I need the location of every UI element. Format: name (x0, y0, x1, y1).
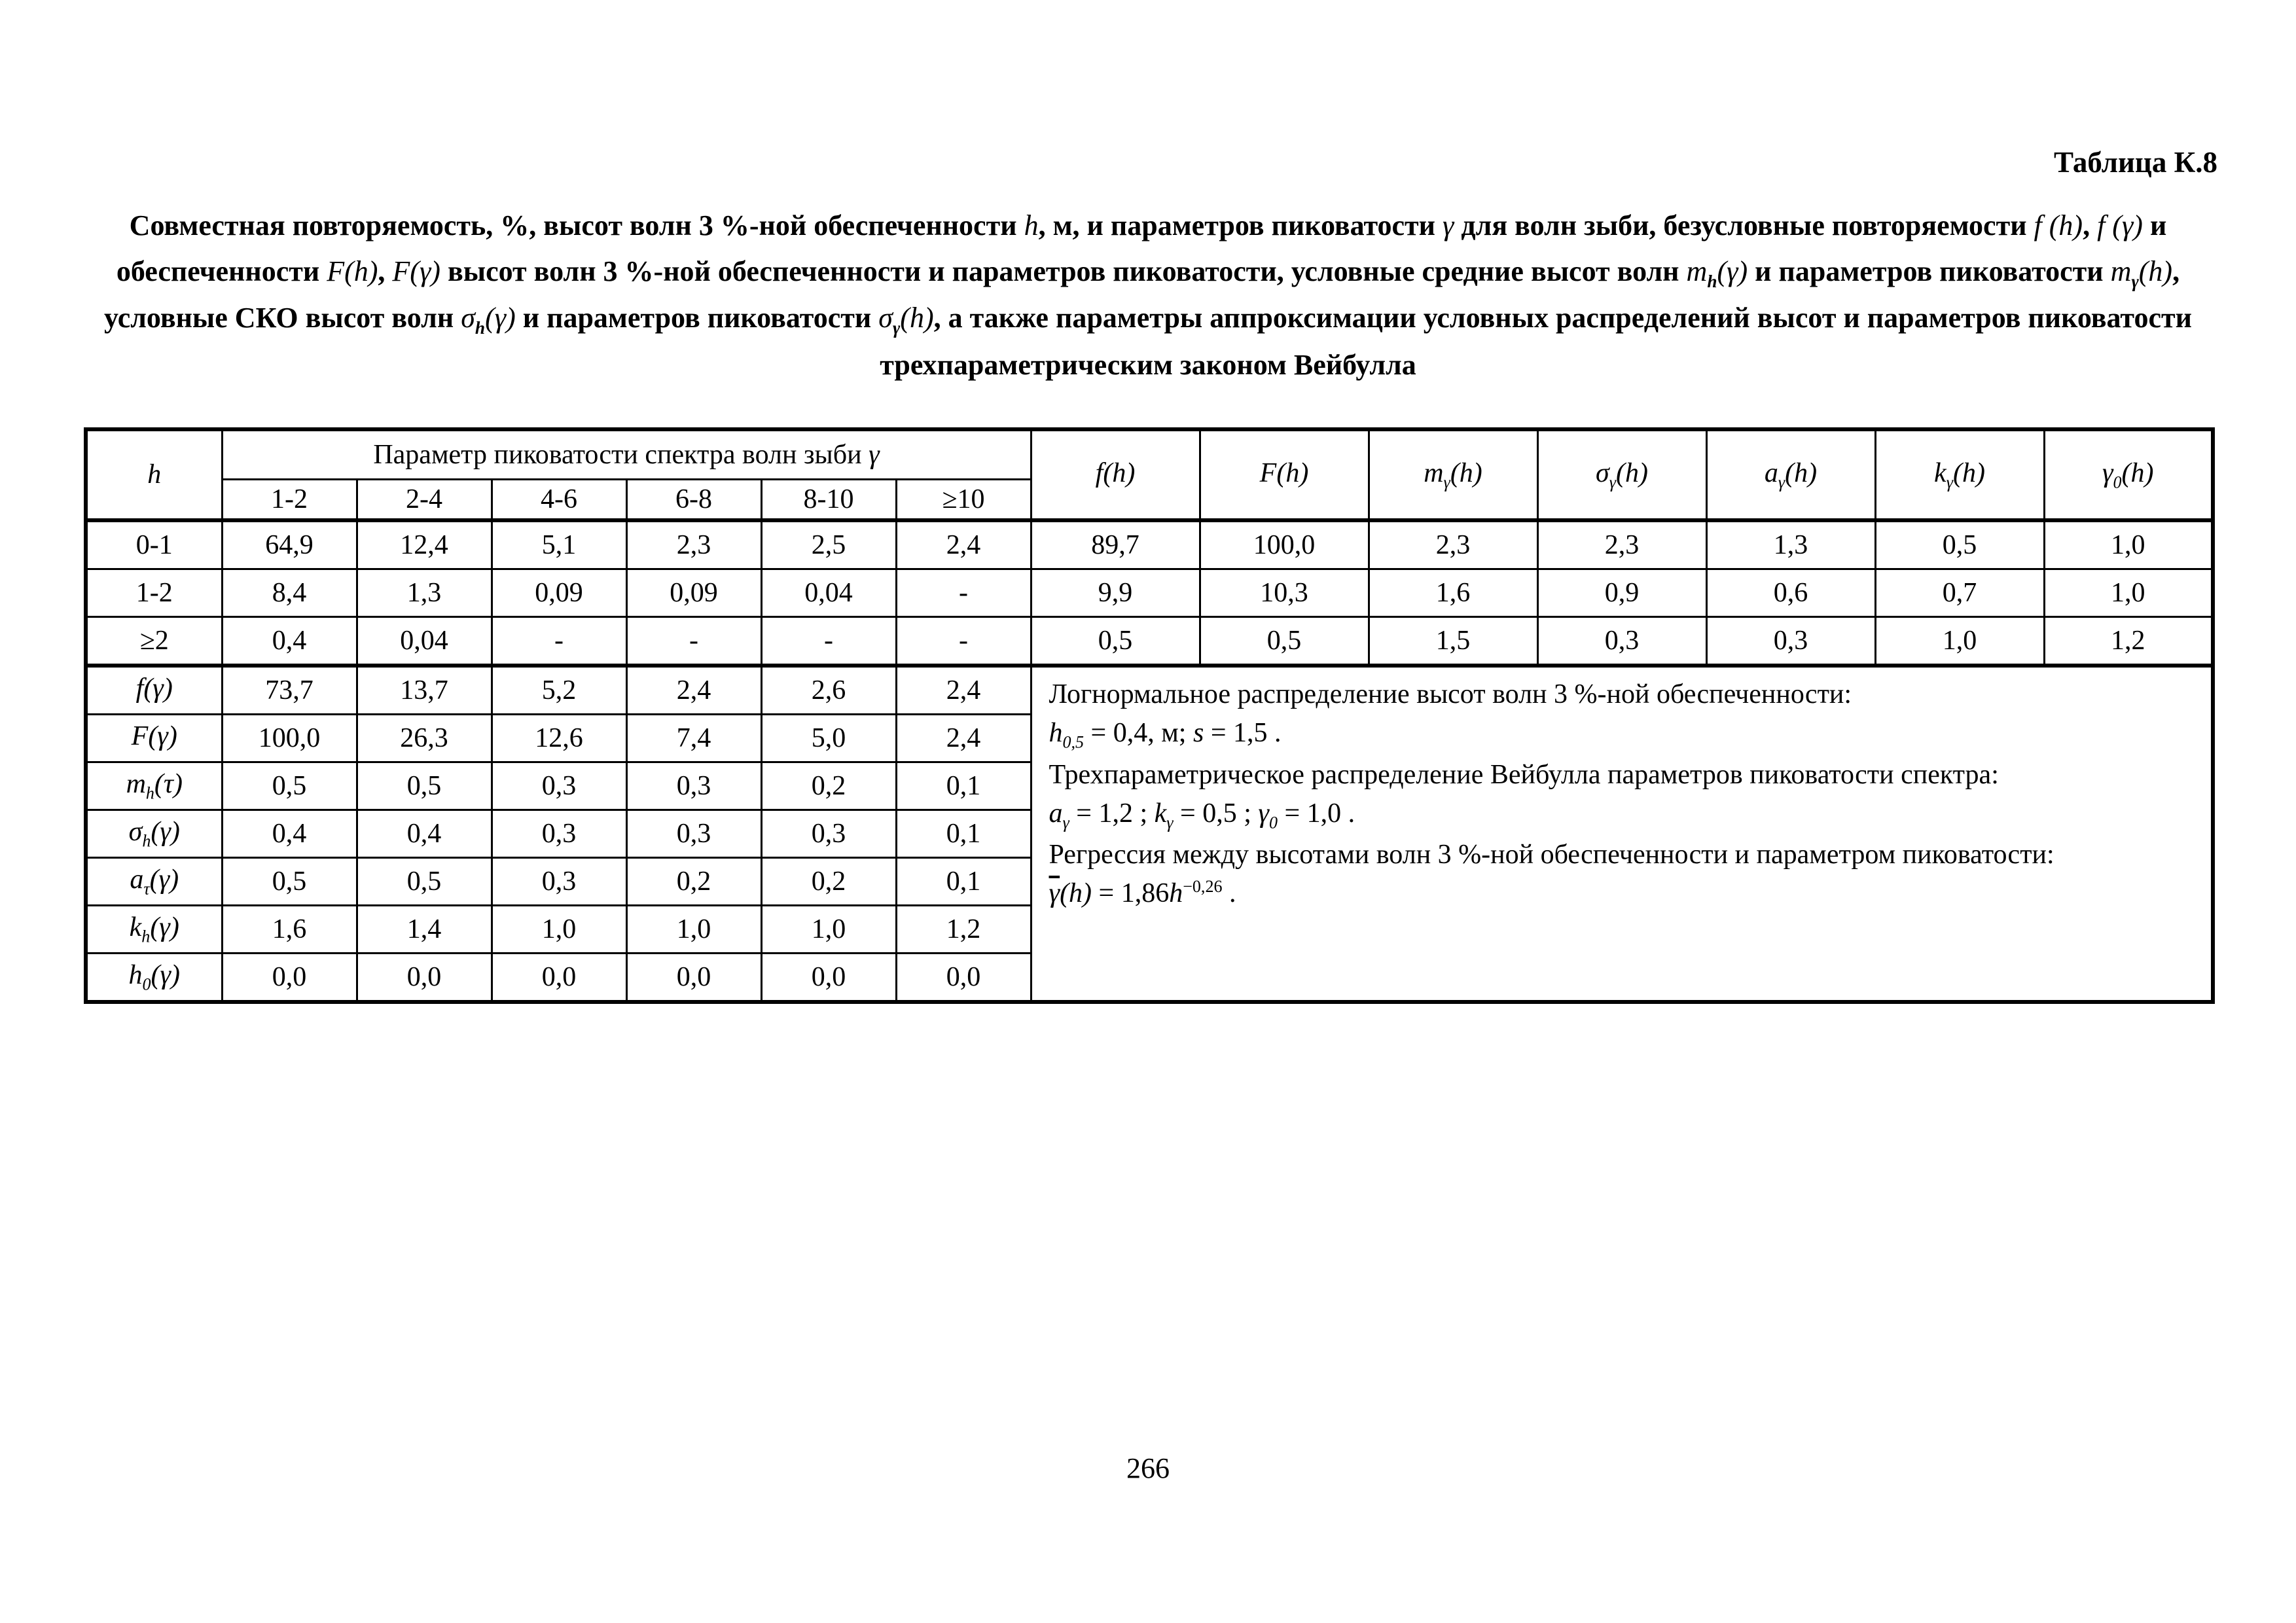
gamma-cell: 0,0 (492, 953, 626, 1002)
note-regression: Регрессия между высотами волн 3 %-ной обеспеченности и параметром пиковатости: (1049, 840, 2054, 870)
row-label-formula: f(γ) (86, 666, 222, 715)
page-number: 266 (1126, 1452, 1170, 1484)
gamma-bin-header: 4-6 (492, 479, 626, 520)
joint-cell: 2,3 (626, 520, 761, 569)
row-label-formula: $\sigma_h(\gamma)$ (86, 810, 222, 857)
gamma-cell: 1,0 (761, 905, 896, 953)
caption-text: Совместная повторяемость, %, высот волн 3 %-ной обеспеченности (129, 209, 1024, 241)
gamma-cell: 0,2 (761, 762, 896, 810)
gamma-cell: 0,0 (626, 953, 761, 1002)
gamma-cell: 0,2 (761, 857, 896, 905)
joint-cell: 1,3 (357, 569, 492, 616)
col-header-m-gamma-h: $m_\gamma(h)$ (1369, 429, 1537, 520)
caption-text: для волн зыби, безусловные повторяемости (1454, 209, 2034, 241)
gamma-cell: 0,4 (222, 810, 357, 857)
table-row (86, 616, 2213, 666)
gamma-cell: 0,0 (222, 953, 357, 1002)
gamma-cell: 0,3 (761, 810, 896, 857)
data-table (84, 427, 2215, 1004)
stat-cell: 2,3 (1537, 520, 1706, 569)
caption-text: , условные СКО высот волн (104, 255, 2180, 334)
math-h: h (1024, 209, 1039, 241)
stat-cell: 0,5 (1200, 616, 1369, 666)
gamma-cell: 2,4 (896, 714, 1031, 762)
gamma-cell: 1,2 (896, 905, 1031, 953)
gamma-cell: 0,3 (492, 810, 626, 857)
gamma-cell: 2,6 (761, 666, 896, 715)
gamma-cell: 100,0 (222, 714, 357, 762)
row-label-formula: $m_h(\tau)$ (86, 762, 222, 810)
gamma-cell: 0,2 (626, 857, 761, 905)
gamma-cell: 0,3 (492, 762, 626, 810)
stat-cell: 1,3 (1706, 520, 1875, 569)
gamma-cell: 0,5 (222, 762, 357, 810)
math-m-gamma-h: $m_\gamma(h)$ (2110, 255, 2173, 291)
math-f-h: f (h) (2034, 209, 2083, 241)
stat-cell: 2,3 (1369, 520, 1537, 569)
gamma-cell: 0,0 (761, 953, 896, 1002)
gamma-bin-header: 6-8 (626, 479, 761, 520)
gamma-cell: 0,1 (896, 810, 1031, 857)
joint-cell: - (896, 569, 1031, 616)
joint-cell: 12,4 (357, 520, 492, 569)
gamma-cell: 7,4 (626, 714, 761, 762)
table-row (86, 520, 2213, 569)
col-header-a-gamma-h: $a_\gamma(h)$ (1706, 429, 1875, 520)
stat-cell: 1,0 (2044, 569, 2213, 616)
header-row-groups (86, 429, 2213, 480)
table-row (86, 666, 2213, 715)
gamma-cell: 73,7 (222, 666, 357, 715)
gamma-cell: 1,0 (626, 905, 761, 953)
notes-cell (1031, 666, 2213, 1002)
gamma-cell: 1,4 (357, 905, 492, 953)
row-label-formula: $h_0(\gamma)$ (86, 953, 222, 1002)
caption-text: , (2083, 209, 2098, 241)
row-label-formula: $k_h(\gamma)$ (86, 905, 222, 953)
gamma-cell: 26,3 (357, 714, 492, 762)
gamma-cell: 0,0 (357, 953, 492, 1002)
joint-cell: 0,4 (222, 616, 357, 666)
formula-lognormal-params: $h_{0,5} = 0,4$, м; s = 1,5 . (1049, 717, 1282, 752)
math-gamma: γ (1443, 209, 1454, 241)
table-label: Таблица К.8 (2053, 146, 2217, 179)
joint-cell: 0,04 (357, 616, 492, 666)
stat-cell: 0,6 (1706, 569, 1875, 616)
joint-cell: - (492, 616, 626, 666)
col-header-sigma-gamma-h: $\sigma_\gamma(h)$ (1537, 429, 1706, 520)
gamma-cell: 0,3 (492, 857, 626, 905)
stat-cell: 1,2 (2044, 616, 2213, 666)
caption-text: и обеспеченности (116, 209, 2167, 287)
gamma-cell: 0,3 (626, 810, 761, 857)
caption-text: и параметров пиковатости (515, 302, 879, 334)
caption-text: , а также параметры аппроксимации условных распределений высот и параметров пиковатости трехпараметрическим законом Вейбулла (880, 302, 2192, 382)
math-F-h: F(h) (327, 255, 378, 287)
stat-cell: 1,0 (2044, 520, 2213, 569)
gamma-cell: 13,7 (357, 666, 492, 715)
table-caption (77, 203, 2219, 388)
gamma-cell: 0,5 (357, 857, 492, 905)
math-f-gamma: f (γ) (2097, 209, 2143, 241)
formula-regression: $\overline{\gamma}(h) = 1,86h^{-0,26}$ . (1049, 877, 1236, 909)
stat-cell: 89,7 (1031, 520, 1200, 569)
joint-cell: 64,9 (222, 520, 357, 569)
stat-cell: 100,0 (1200, 520, 1369, 569)
math-sigma-h-gamma: $\sigma_h(\gamma)$ (461, 302, 516, 338)
col-header-h: h (86, 429, 222, 520)
note-lognormal: Логнормальное распределение высот волн 3 %-ной обеспеченности: (1049, 679, 1852, 709)
gamma-cell: 5,2 (492, 666, 626, 715)
gamma-bin-header: 1-2 (222, 479, 357, 520)
table-row (86, 569, 2213, 616)
gamma-cell: 1,0 (492, 905, 626, 953)
math-m-h-gamma: $m_h(\gamma)$ (1686, 255, 1748, 291)
col-header-gamma-group: Параметр пиковатости спектра волн зыби γ (222, 429, 1031, 480)
row-label-formula: F(γ) (86, 714, 222, 762)
caption-text: и параметров пиковатости (1748, 255, 2111, 287)
gamma-cell: 0,5 (357, 762, 492, 810)
stat-cell: 1,0 (1875, 616, 2044, 666)
stat-cell: 10,3 (1200, 569, 1369, 616)
gamma-cell: 0,1 (896, 762, 1031, 810)
gamma-bin-header: 8-10 (761, 479, 896, 520)
gamma-cell: 0,5 (222, 857, 357, 905)
gamma-cell: 0,0 (896, 953, 1031, 1002)
math-sigma-gamma-h: $\sigma_\gamma(h)$ (878, 302, 934, 338)
joint-cell: 8,4 (222, 569, 357, 616)
gamma-bin-header: ≥10 (896, 479, 1031, 520)
joint-cell: 5,1 (492, 520, 626, 569)
joint-cell: 2,4 (896, 520, 1031, 569)
row-label: ≥2 (86, 616, 222, 666)
gamma-cell: 1,6 (222, 905, 357, 953)
gamma-cell: 12,6 (492, 714, 626, 762)
row-label: 0-1 (86, 520, 222, 569)
stat-cell: 0,5 (1875, 520, 2044, 569)
row-label-formula: $a_\tau(\gamma)$ (86, 857, 222, 905)
stat-cell: 0,3 (1537, 616, 1706, 666)
gamma-cell: 0,4 (357, 810, 492, 857)
col-header-k-gamma-h: $k_\gamma(h)$ (1875, 429, 2044, 520)
gamma-cell: 2,4 (626, 666, 761, 715)
col-header-f-h: f(h) (1031, 429, 1200, 520)
joint-cell: 0,09 (492, 569, 626, 616)
gamma-cell: 5,0 (761, 714, 896, 762)
row-label: 1-2 (86, 569, 222, 616)
joint-cell: 0,04 (761, 569, 896, 616)
col-header-gamma0-h: $\gamma_0(h)$ (2044, 429, 2213, 520)
stat-cell: 0,3 (1706, 616, 1875, 666)
stat-cell: 9,9 (1031, 569, 1200, 616)
stat-cell: 0,5 (1031, 616, 1200, 666)
col-header-F-h: F(h) (1200, 429, 1369, 520)
joint-cell: 2,5 (761, 520, 896, 569)
note-weibull: Трехпараметрическое распределение Вейбулла параметров пиковатости спектра: (1049, 759, 1999, 790)
gamma-cell: 0,1 (896, 857, 1031, 905)
math-F-gamma: F(γ) (392, 255, 440, 287)
gamma-cell: 0,3 (626, 762, 761, 810)
joint-cell: 0,09 (626, 569, 761, 616)
formula-weibull-params: $a_\gamma = 1,2$ ; $k_\gamma = 0,5$ ; $\gamma_0 = 1,0$ . (1049, 798, 1355, 832)
joint-cell: - (761, 616, 896, 666)
stat-cell: 1,6 (1369, 569, 1537, 616)
joint-cell: - (896, 616, 1031, 666)
caption-text: , м, и параметров пиковатости (1038, 209, 1443, 241)
stat-cell: 0,9 (1537, 569, 1706, 616)
caption-text: , (378, 255, 393, 287)
joint-cell: - (626, 616, 761, 666)
caption-text: высот волн 3 %-ной обеспеченности и параметров пиковатости, условные средние высот волн (440, 255, 1687, 287)
stat-cell: 1,5 (1369, 616, 1537, 666)
gamma-bin-header: 2-4 (357, 479, 492, 520)
stat-cell: 0,7 (1875, 569, 2044, 616)
gamma-cell: 2,4 (896, 666, 1031, 715)
